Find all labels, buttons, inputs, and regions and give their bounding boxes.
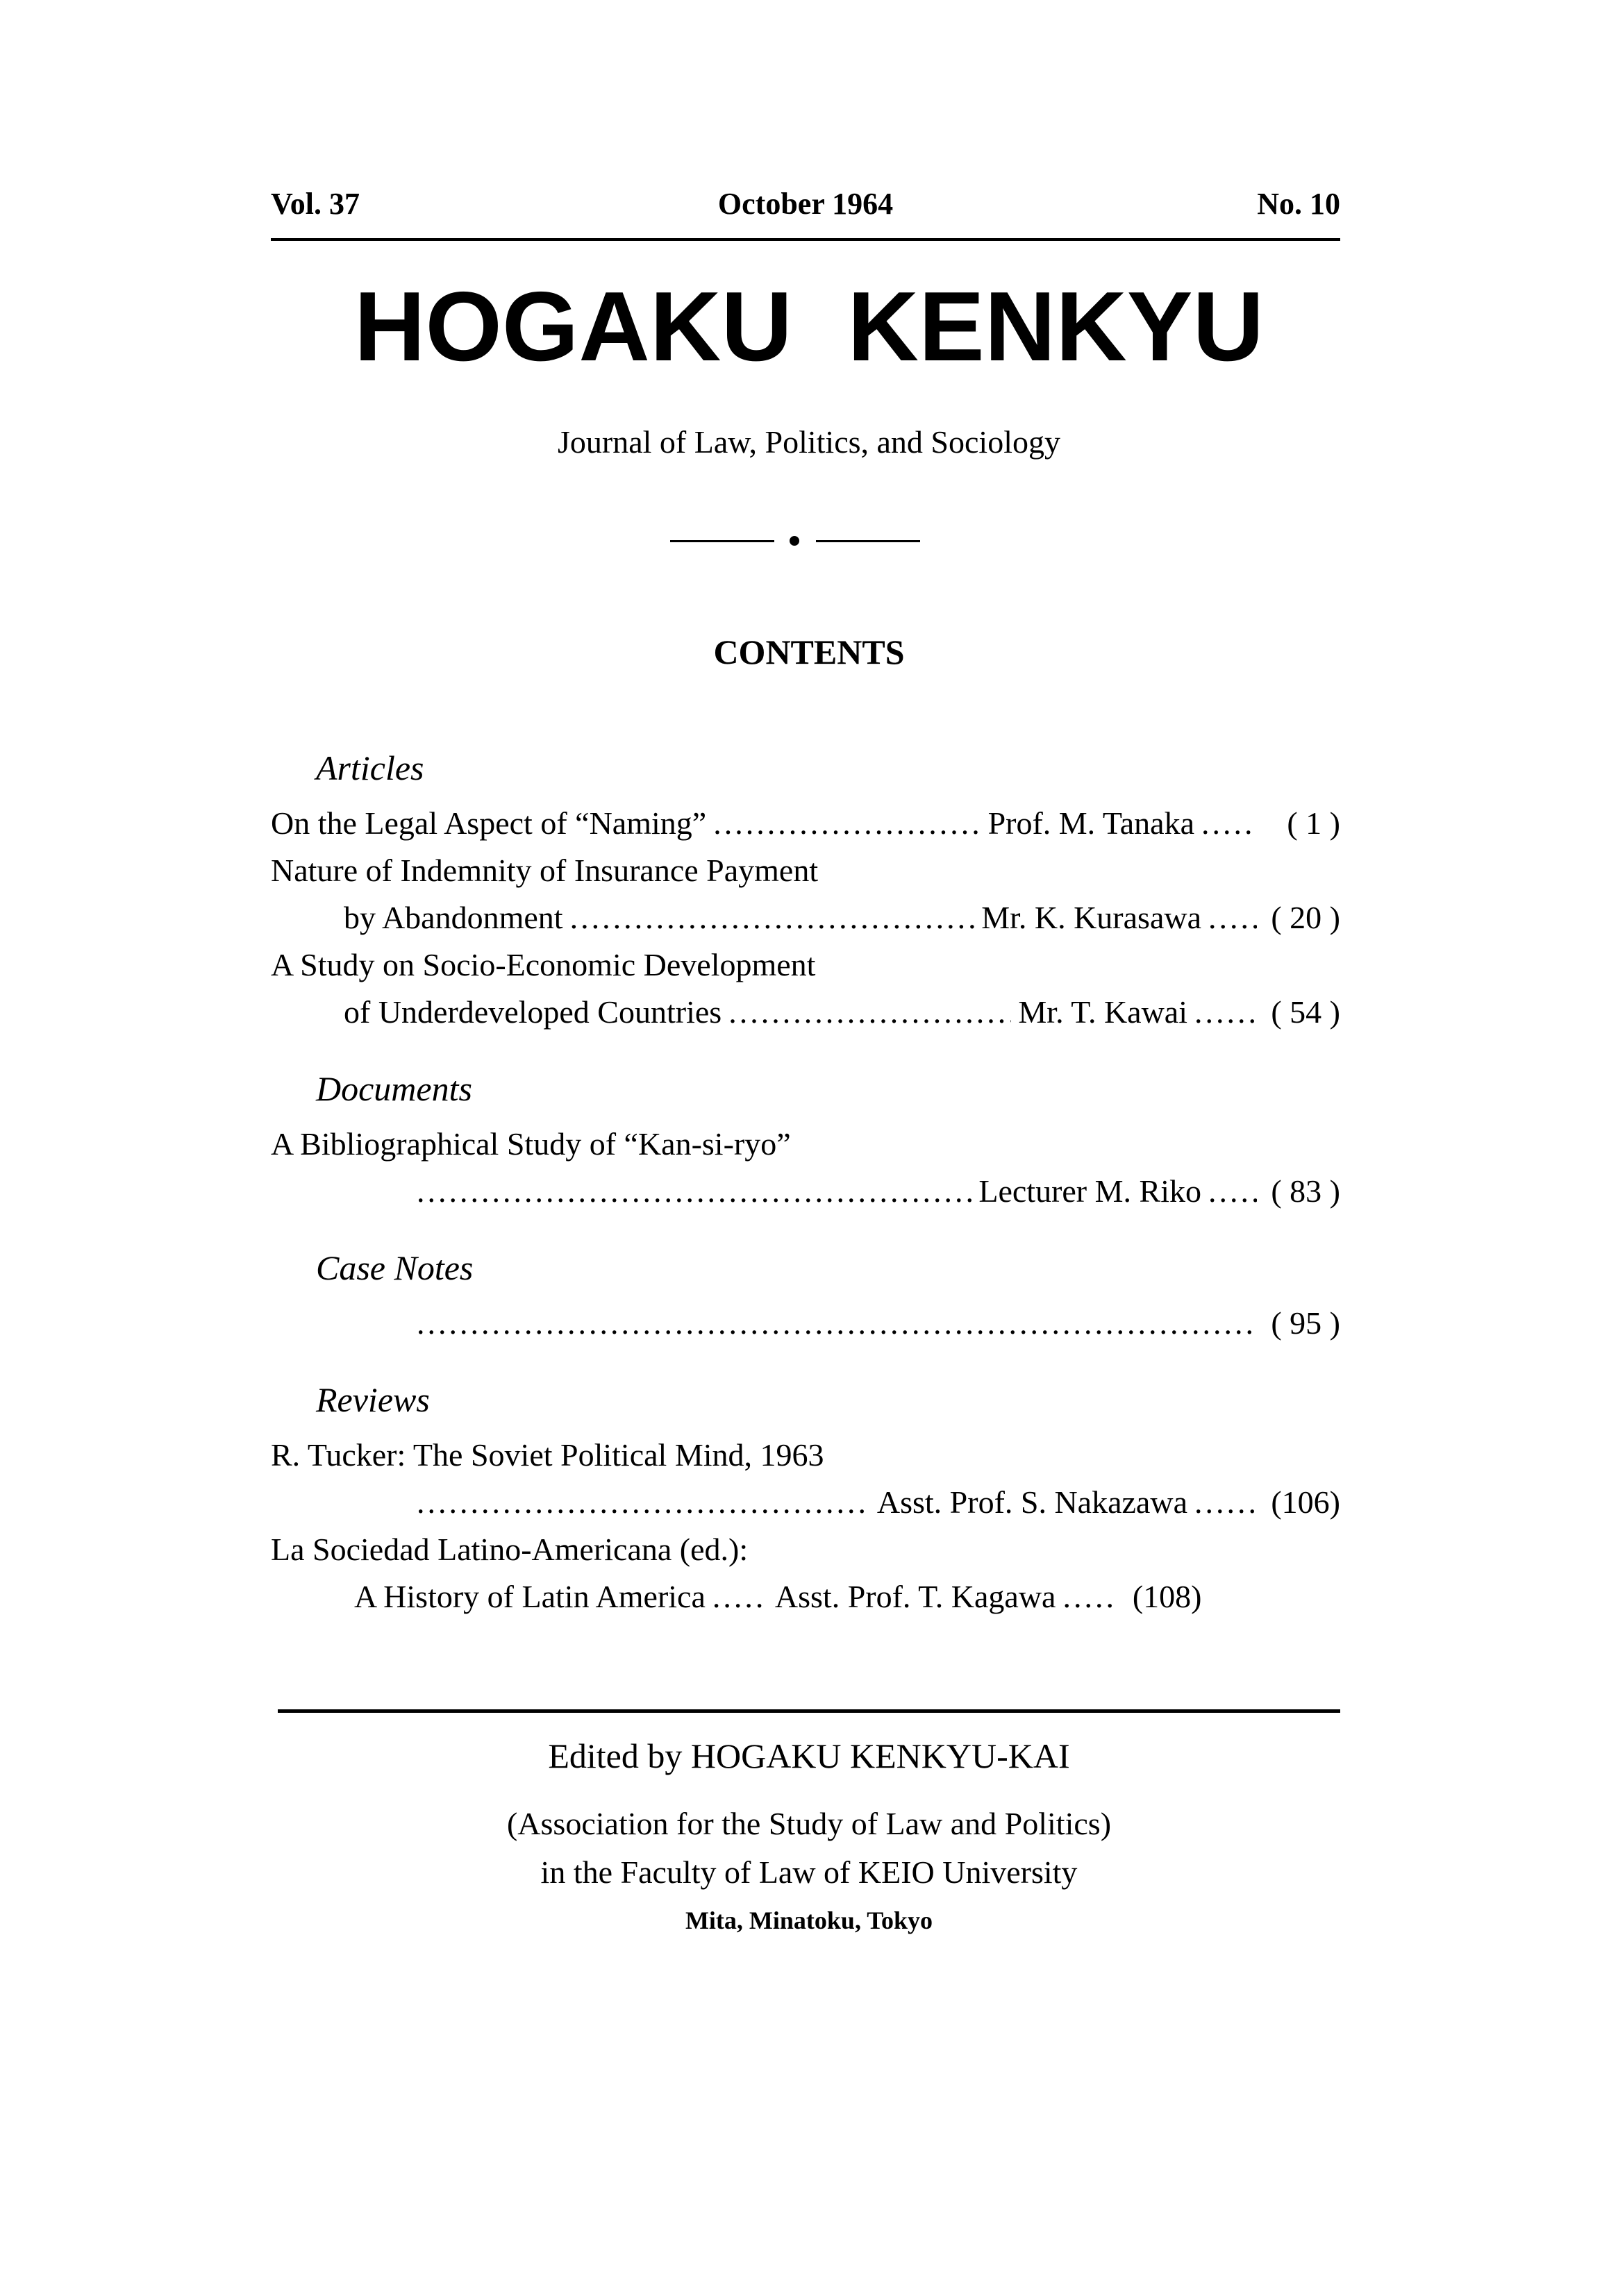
section-heading-articles: Articles [316, 748, 424, 787]
ornament-right-line [816, 540, 920, 542]
entry-title: by Abandonment [344, 900, 563, 935]
leader-dots [1208, 894, 1257, 941]
table-of-contents [271, 736, 1340, 1620]
leader-dots [417, 1479, 870, 1526]
ornament-dot-icon [790, 536, 799, 546]
entry-page: (106) [1271, 1484, 1340, 1520]
toc-entry [271, 800, 1340, 847]
address-line: Mita, Minatoku, Tokyo [685, 1907, 933, 1934]
footer-rule [278, 1709, 1340, 1713]
leader-dots [1194, 989, 1257, 1036]
toc-entry [271, 1573, 1340, 1620]
issue-number: No. 10 [1257, 187, 1340, 221]
toc-entry [271, 1479, 1340, 1526]
ornament-divider [670, 535, 948, 548]
entry-page: ( 83 ) [1271, 1173, 1340, 1209]
entry-page: ( 54 ) [1271, 994, 1340, 1030]
toc-entry [271, 989, 1340, 1036]
entry-page: ( 95 ) [1271, 1305, 1340, 1341]
entry-page: ( 1 ) [1287, 805, 1340, 841]
toc-entry [271, 1168, 1340, 1215]
running-head [271, 186, 1340, 235]
edited-by: Edited by HOGAKU KENKYU-KAI [548, 1736, 1070, 1775]
entry-title: A History of Latin America [354, 1579, 706, 1614]
entry-author: Lecturer M. Riko [978, 1173, 1201, 1209]
ornament-left-line [670, 540, 774, 542]
entry-page: ( 20 ) [1271, 900, 1340, 935]
entry-author: Mr. K. Kurasawa [981, 900, 1201, 935]
leader-dots [1194, 1479, 1257, 1526]
entry-author: Asst. Prof. S. Nakazawa [876, 1484, 1187, 1520]
entry-title-line: La Sociedad Latino-Americana (ed.): [271, 1532, 749, 1567]
entry-author: Mr. T. Kawai [1018, 994, 1187, 1030]
entry-title: On the Legal Aspect of “Naming” [271, 805, 707, 841]
header-rule [271, 238, 1340, 241]
entry-title-line: Nature of Indemnity of Insurance Payment [271, 853, 819, 888]
volume-label: Vol. 37 [271, 187, 360, 221]
association-line: (Association for the Study of Law and Politics) [506, 1806, 1112, 1841]
entry-title-line: A Bibliographical Study of “Kan-si-ryo” [271, 1126, 791, 1162]
leader-dots [713, 800, 981, 847]
section-heading-reviews: Reviews [316, 1380, 430, 1419]
toc-entry [271, 1300, 1340, 1347]
entry-page: (108) [1132, 1579, 1202, 1614]
leader-dots [1201, 800, 1257, 847]
leader-dots [1062, 1573, 1118, 1620]
journal-title: HOGAKU KENKYU [353, 271, 1265, 382]
leader-dots [712, 1573, 768, 1620]
leader-dots [1208, 1168, 1257, 1215]
leader-dots [417, 1168, 971, 1215]
section-heading-documents: Documents [316, 1069, 472, 1108]
issue-date: October 1964 [717, 187, 894, 221]
entry-title-line: R. Tucker: The Soviet Political Mind, 1963 [271, 1437, 824, 1473]
toc-entry [271, 894, 1340, 941]
journal-subtitle: Journal of Law, Politics, and Sociology [558, 424, 1060, 460]
leader-dots [417, 1300, 1257, 1347]
faculty-line: in the Faculty of Law of KEIO University [540, 1854, 1078, 1890]
entry-author: Prof. M. Tanaka [987, 805, 1194, 841]
contents-heading: CONTENTS [713, 632, 905, 671]
leader-dots [570, 894, 975, 941]
leader-dots [728, 989, 1011, 1036]
entry-author: Asst. Prof. T. Kagawa [774, 1579, 1056, 1614]
section-heading-case-notes: Case Notes [316, 1248, 474, 1287]
entry-title: of Underdeveloped Countries [344, 994, 722, 1030]
entry-title-line: A Study on Socio-Economic Development [271, 947, 816, 982]
